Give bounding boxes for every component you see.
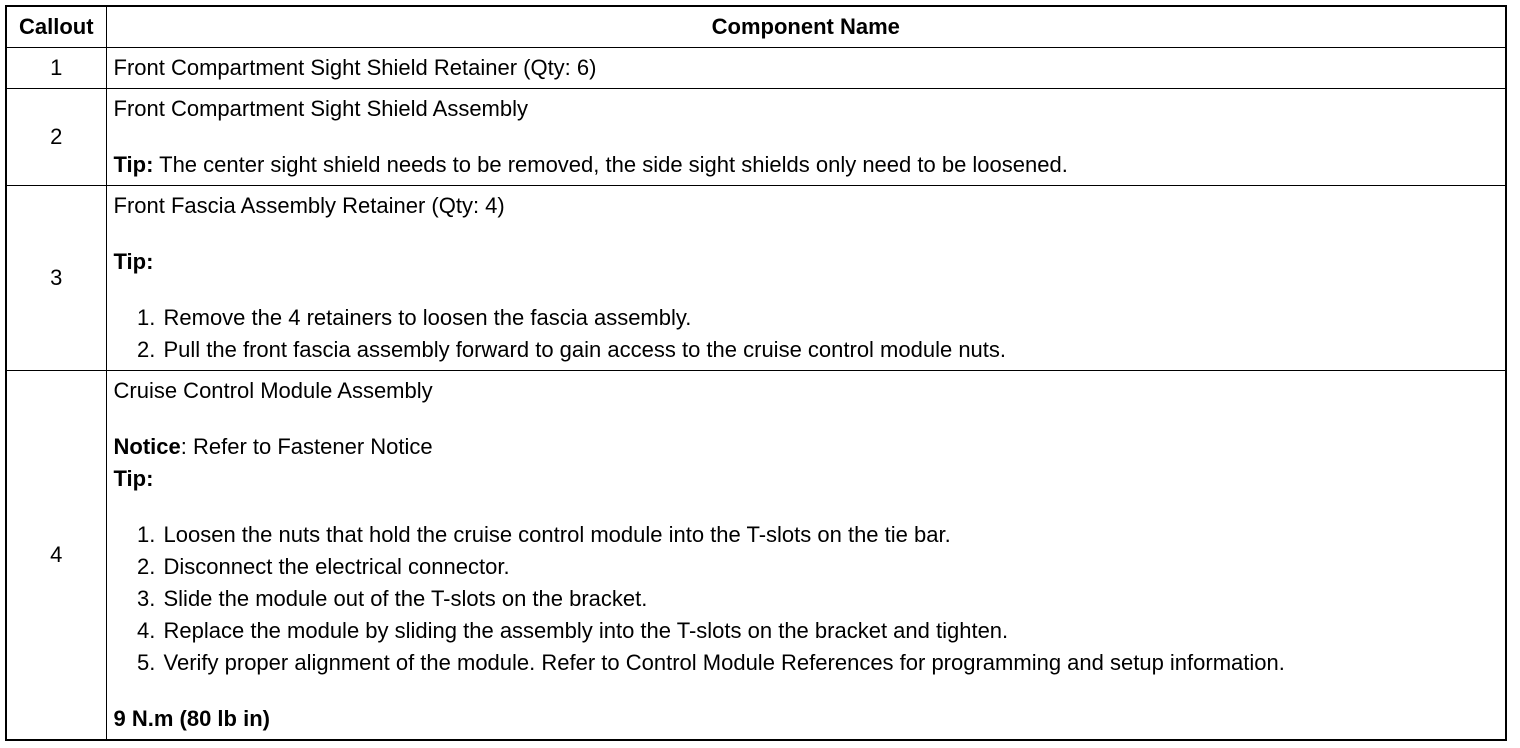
step-item: 1. Remove the 4 retainers to loosen the fascia assembly. (162, 302, 1500, 334)
notice-line (114, 431, 1500, 463)
table-row (6, 371, 1506, 741)
notice-text: : Refer to Fastener Notice (180, 434, 433, 459)
table-header-row (6, 6, 1506, 48)
step-item: 1. Loosen the nuts that hold the cruise control module into the T-slots on the tie bar. (162, 519, 1500, 551)
component-cell (106, 371, 1506, 741)
component-title: Front Fascia Assembly Retainer (Qty: 4) (113, 193, 505, 218)
step-item: 4. Replace the module by sliding the assembly into the T-slots on the bracket and tighten. (162, 615, 1500, 647)
step-item: 2. Pull the front fascia assembly forward to gain access to the cruise control module nuts. (162, 334, 1500, 366)
tip-text: The center sight shield needs to be removed, the side sight shields only need to be loosened. (153, 152, 1068, 177)
header-component-name: Component Name (106, 6, 1506, 48)
step-item: 2. Disconnect the electrical connector. (162, 551, 1500, 583)
callout-number: 1 (6, 48, 106, 89)
tip-label: Tip: (113, 249, 154, 274)
callout-number: 3 (6, 186, 106, 371)
table-row (6, 48, 1506, 89)
component-cell (106, 89, 1506, 186)
steps-list (114, 519, 1500, 679)
component-title: Front Compartment Sight Shield Retainer (Qty: 6) (113, 55, 597, 80)
header-callout: Callout (6, 6, 106, 48)
table-row (6, 186, 1506, 371)
notice-label: Notice (113, 434, 181, 459)
step-item: 5. Verify proper alignment of the module. Refer to Control Module References for programming and setup information. (162, 647, 1500, 679)
callout-table (5, 5, 1507, 741)
step-item: 3. Slide the module out of the T-slots on the bracket. (162, 583, 1500, 615)
callout-table-wrapper (5, 5, 1507, 741)
component-cell (106, 48, 1506, 89)
tip-line (114, 149, 1500, 181)
tip-label: Tip: (113, 466, 154, 491)
component-cell (106, 186, 1506, 371)
tip-label: Tip: (113, 152, 154, 177)
callout-number: 2 (6, 89, 106, 186)
table-row (6, 89, 1506, 186)
callout-number: 4 (6, 371, 106, 741)
component-title: Front Compartment Sight Shield Assembly (113, 96, 529, 121)
steps-list (114, 302, 1500, 366)
component-title: Cruise Control Module Assembly (113, 378, 433, 403)
torque-spec: 9 N.m (80 lb in) (113, 706, 270, 731)
